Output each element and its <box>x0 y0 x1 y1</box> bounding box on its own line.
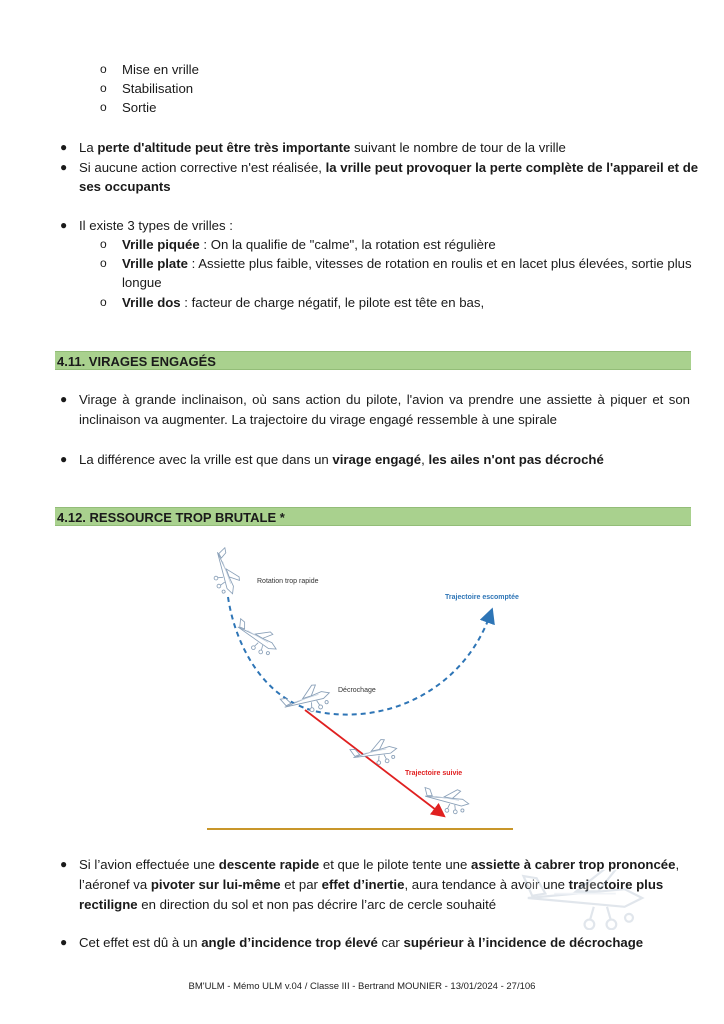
list-item-text: Stabilisation <box>122 81 194 96</box>
circle-bullet-icon: o <box>100 62 107 76</box>
figure-label-stall: Décrochage <box>338 687 376 694</box>
bullet-icon: ● <box>60 935 68 949</box>
circle-bullet-icon: o <box>100 81 107 95</box>
circle-bullet-icon: o <box>100 237 107 251</box>
circle-bullet-icon: o <box>100 256 107 270</box>
bullet-icon: ● <box>60 857 68 871</box>
actual-trajectory-line <box>305 710 440 813</box>
section-heading-4-12: 4.12. RESSOURCE TROP BRUTALE * <box>55 507 691 526</box>
plane-icon <box>279 681 333 720</box>
plane-icon <box>349 737 399 770</box>
bullet-icon: ● <box>60 392 68 406</box>
list-item-text: Mise en vrille <box>122 62 199 77</box>
bullet-icon: ● <box>60 218 68 232</box>
list-item-text: Sortie <box>122 100 157 115</box>
circle-bullet-icon: o <box>100 100 107 114</box>
watermark-plane-icon <box>520 870 650 930</box>
figure-label-expected: Trajectoire escomptée <box>445 594 519 601</box>
figure-label-actual: Trajectoire suivie <box>405 770 463 777</box>
circle-bullet-icon: o <box>100 295 107 309</box>
figure-label-rotation: Rotation trop rapide <box>257 578 319 585</box>
expected-trajectory-line <box>228 597 490 715</box>
plane-icon <box>206 547 244 598</box>
bullet-icon: ● <box>60 160 68 174</box>
bullet-icon: ● <box>60 452 68 466</box>
pull-up-diagram <box>195 545 525 835</box>
plane-icon <box>230 616 282 660</box>
section-heading-4-11: 4.11. VIRAGES ENGAGÉS <box>55 351 691 370</box>
plane-icon <box>421 784 470 816</box>
page-footer: BM'ULM - Mémo ULM v.04 / Classe III - Bertrand MOUNIER - 13/01/2024 - 27/106 <box>188 981 536 992</box>
bullet-icon: ● <box>60 140 68 154</box>
